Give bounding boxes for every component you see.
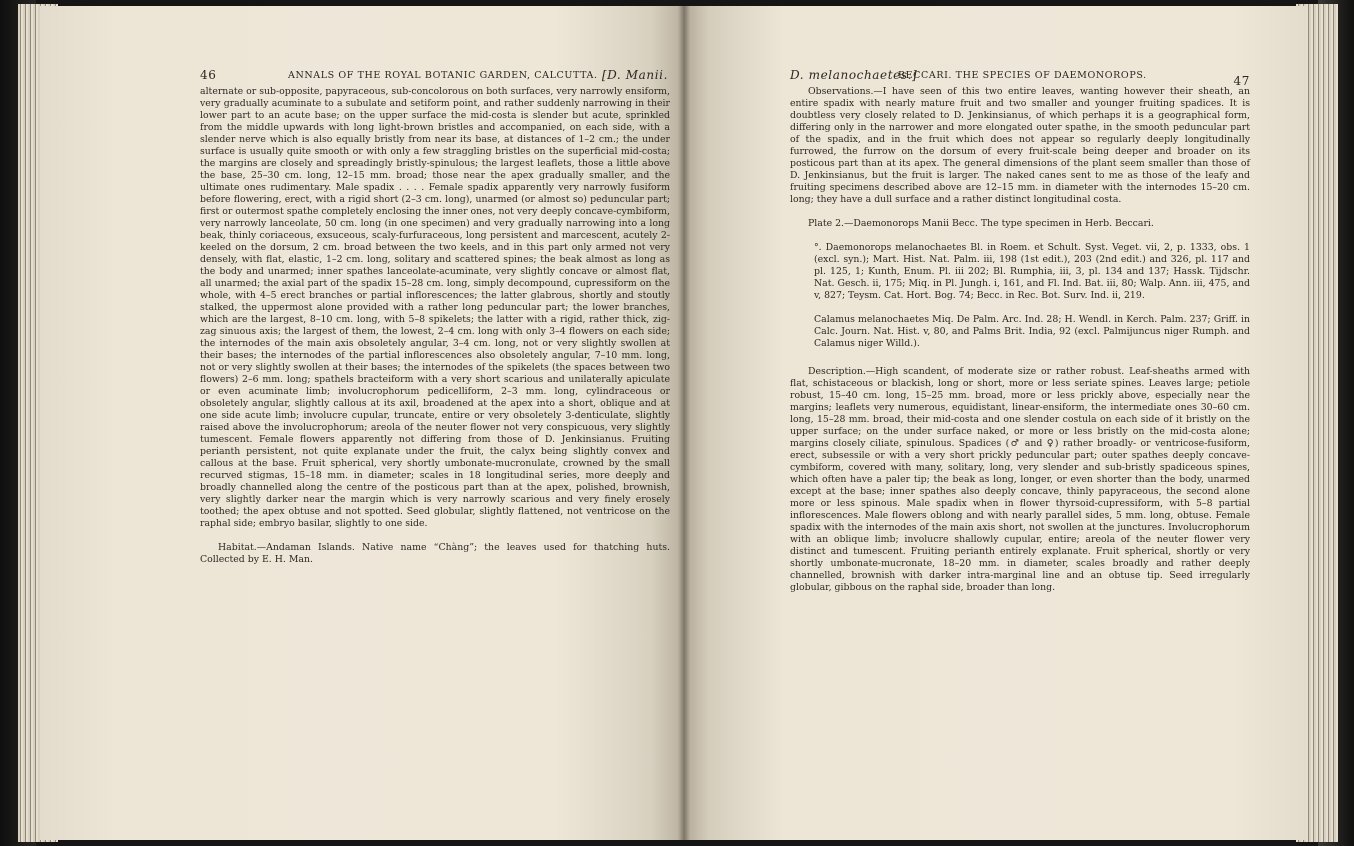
right-body-text (790, 86, 1250, 594)
left-species-heading: [D. Manii. (601, 68, 668, 82)
species-citation-paragraph: °. Daemonorops melanochaetes Bl. in Roem. et Schult. Syst. Veget. vii, 2, p. 1333, obs. 1 (excl. syn.); Mart. Hist. Nat. Palm. iii, 198 (1st edit.), 203 (2nd edit.) and 326, pl. 117 and pl. 125, 1; Kunth, Enum. Pl. iii 202; Bl. Rumphia, iii, 3, pl. 134 and 137; Hassk. Tijdschr. Nat. Gesch. ii, 175; Miq. in Pl. Jungh. i, 161, and Fl. Ind. Bat. iii, 80; Walp. Ann. iii, 475, and v, 827; Teysm. Cat. Hort. Bog. 74; Becc. in Rec. Bot. Surv. Ind. ii, 219. (814, 242, 1250, 301)
right-text-column (790, 66, 1250, 594)
book-gutter-shadow (678, 6, 690, 840)
right-running-header (790, 66, 1250, 86)
description-paragraph: Description.—High scandent, of moderate size or rather robust. Leaf-sheaths armed with flat, schistaceous or blackish, long or short, more or less seriate spines. Leaves large; petiole robust, 15–40 cm. long, 15–25 mm. broad, more or less prickly above, especially near the margins; leaflets very numerous, equidistant, linear-ensiform, the intermediate ones 30–60 cm. long, 15–28 mm. broad, their mid-costa and one slender costula on each side of it bristly on the upper surface; on the under surface naked, or more or less bristly on the mid-costa alone; margins closely ciliate, spinulous. Spadices (♂ and ♀) rather broadly- or ventricose-fusiform, erect, subsessile or with a very short prickly peduncular part; outer spathes deeply concave-cymbiform, covered with many, solitary, long, very slender and sub-bristly spadiceous spines, which often have a paler tip; the beak as long, longer, or even shorter than the body, unarmed except at the base; inner spathes also deeply concave, thinly papyraceous, the second alone more or less spinous. Male spadix when in flower thyrsoid-cupressiform, with 5–8 partial inflorescences. Male flowers oblong and with nearly parallel sides, 5 mm. long, obtuse. Female spadix with the internodes of the main axis short, not swollen at the junctures. Involucrophorum with an oblique limb; involucre shallowly cupular, entire; areola of the neuter flower very distinct and tumescent. Fruiting perianth entirely explanate. Fruit spherical, shortly or very shortly umbonate-mucronate, 18–20 mm. in diameter, scales broadly and rather deeply channelled, brownish with darker intra-marginal line and an obtuse tip. Seed irregularly globular, gibbous on the raphal side, broader than long. (790, 366, 1250, 593)
left-body-text (200, 86, 670, 566)
right-species-heading: D. melanochaetes.] (790, 68, 918, 82)
left-page-number: 46 (200, 68, 217, 82)
synonym-citation-paragraph: Calamus melanochaetes Miq. De Palm. Arc. Ind. 28; H. Wendl. in Kerch. Palm. 237; Griff. in Calc. Journ. Nat. Hist. v, 80, and Palms Brit. India, 92 (excl. Palmijuncus niger Rumph. and Calamus niger Willd.). (814, 314, 1250, 349)
left-page (40, 6, 684, 840)
right-page (684, 6, 1306, 840)
habitat-paragraph: Habitat.—Andaman Islands. Native name “Chàng”; the leaves used for thatching huts. Collected by E. H. Man. (200, 542, 670, 565)
right-page-number: 47 (1233, 74, 1250, 88)
left-running-header (200, 66, 670, 86)
description-continued-paragraph: alternate or sub-opposite, papyraceous, sub-concolorous on both surfaces, very narrowly ensiform, very gradually acuminate to a subulate and setiform point, and rather suddenly narrowing in their lower part to an acute base; on the upper surface the mid-costa is slender but acute, sprinkled from the middle upwards with long light-brown bristles and accompanied, on each side, with a slender nerve which is also equally bristly from near its base, at distances of 1–2 cm.; the under surface is usually quite smooth or with only a few straggling bristles on the superficial mid-costa; the margins are closely and spreadingly bristly-spinulous; the largest leaflets, those a little above the base, 25–30 cm. long, 12–15 mm. broad; those near the apex gradually smaller, and the ultimate ones rudimentary. Male spadix . . . . Female spadix apparently very narrowly fusiform before flowering, erect, with a rigid short (2–3 cm. long), unarmed (or almost so) peduncular part; first or outermost spathe completely enclosing the inner ones, not very deeply concave-cymbiform, very narrowly lanceolate, 50 cm. long (in one specimen) and very gradually narrowing into a long beak, thinly coriaceous, exsuceous, scaly-furfuraceous, long persistent and marcescent, acutely 2-keeled on the dorsum, 2 cm. broad between the two keels, and in this part only armed not very densely, with flat, elastic, 1–2 cm. long, solitary and scattered spines; the beak almost as long as the body and unarmed; inner spathes lanceolate-acuminate, very slightly concave or almost flat, all unarmed; the axial part of the spadix 15–28 cm. long, simply decompound, cupressiform on the whole, with 4–5 erect branches or partial inflorescences; the latter glabrous, shortly and stoutly stalked, the uppermost alone provided with a rather long peduncular part; the lower branches, which are the largest, 8–10 cm. long, with 5–8 spikelets; the latter with a rigid, rather thick, zig-zag sinuous axis; the largest of them, the lowest, 2–4 cm. long with only 3–4 flowers on each side; the internodes of the main axis obsoletely angular, 3–4 cm. long, not or very slightly swollen at their bases; the internodes of the partial inflorescences also obsoletely angular, 7–10 mm. long, not or very slightly swollen at their bases; the internodes of the spikelets (the spaces between two flowers) 2–6 mm. long; spathels bracteiform with a very short scarious and unilaterally apiculate or even acuminate limb; involucrophorum pedicelliform, 2–3 mm. long, cylindraceous or obsoletely angular, slightly callous at its axil, broadened at the apex into a short, oblique and at one side acute limb; involucre cupular, truncate, entire or very obsoletely 3-denticulate, slightly raised above the involucrophorum; areola of the neuter flower not very conspicuous, very slightly tumescent. Female flowers apparently not differing from those of D. Jenkinsianus. Fruiting perianth persistent, not quite explanate under the fruit, the calyx being slightly convex and callous at the base. Fruit spherical, very shortly umbonate-mucronulate, crowned by the small recurved stigmas, 15–18 mm. in diameter; scales in 18 longitudinal series, more deeply and broadly channelled along the centre of the posticous part than at the apex, polished, brownish, very slightly darker near the margin which is very narrowly scarious and very finely erosely toothed; the apex obtuse and not spotted. Seed globular, slightly flattened, not ventricose on the raphal side; embryo basilar, slightly to one side. (200, 86, 670, 529)
plate-caption: Plate 2.—Daemonorops Manii Becc. The type specimen in Herb. Beccari. (808, 218, 1154, 229)
left-running-title: ANNALS OF THE ROYAL BOTANIC GARDEN, CALCUTTA. (288, 70, 598, 81)
right-running-title: BECCARI. THE SPECIES OF DAEMONOROPS. (898, 70, 1147, 81)
left-text-column (200, 66, 670, 566)
observations-paragraph: Observations.—I have seen of this two entire leaves, wanting however their sheath, an entire spadix with nearly mature fruit and two smaller and younger fruiting spadices. It is doubtless very closely related to D. Jenkinsianus, of which perhaps it is a geographical form, differing only in the narrower and more elongated outer spathe, in the smooth peduncular part of the spadix, and in the fruit which does not appear so regularly deeply longitudinally furrowed, the furrow on the dorsum of every fruit-scale being deeper and broader on its posticous part than at its apex. The general dimensions of the plant seem smaller than those of D. Jenkinsianus, but the fruit is larger. The naked canes sent to me as those of the leafy and fruiting specimens described above are 12–15 mm. in diameter with the internodes 15–20 cm. long; they have a dull surface and a rather distinct longitudinal costa. (790, 86, 1250, 205)
